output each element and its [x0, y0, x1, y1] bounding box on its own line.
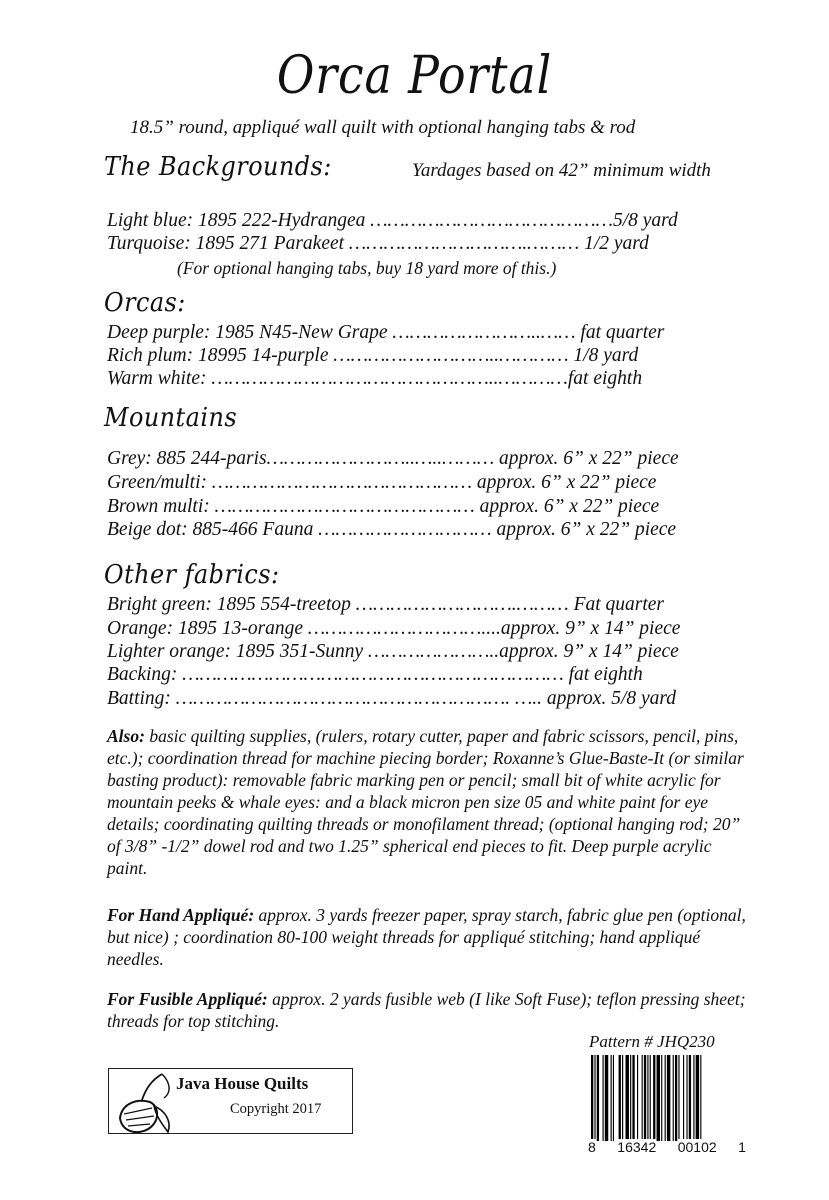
copyright-text: Copyright 2017 — [230, 1101, 322, 1117]
fabric-line-beige-dot: Beige dot: 885-466 Fauna ………………………… approx. 6” x 22” piece — [107, 519, 677, 540]
fabric-line-grey: Grey: 885 244-paris……………………..…..……… approx. 6” x 22” piece — [107, 448, 679, 469]
fabric-line-warm-white: Warm white: …………………………………………..…………fat eighth — [107, 368, 643, 389]
barcode-bar — [622, 1055, 623, 1141]
barcode-bar — [591, 1055, 593, 1151]
fusible-applique-text: approx. 2 yards fusible web (I like Soft Fuse); teflon pressing sheet; threads for top stitching. — [107, 989, 746, 1031]
barcode-bar — [657, 1055, 660, 1141]
barcode-bar — [611, 1055, 612, 1141]
barcode-bar — [683, 1055, 684, 1141]
barcode-bar — [644, 1055, 646, 1141]
barcode-bar — [603, 1055, 604, 1141]
fabric-line-orange: Orange: 1895 13-orange …………………………....approx. 9” x 14” piece — [107, 618, 681, 639]
barcode-bar — [673, 1055, 674, 1141]
section-heading-mountains: Mountains — [104, 403, 238, 433]
barcode-bar — [637, 1055, 638, 1141]
barcode-bar — [613, 1055, 614, 1141]
hand-applique-text: approx. 3 yards freezer paper, spray starch, fabric glue pen (optional, but nice) ; coordination 80-100 weight threads for appliqué stitching; hand appliqué needles. — [107, 905, 746, 969]
barcode-digit-group: 00102 — [677, 1139, 717, 1155]
publisher-name: Java House Quilts — [176, 1074, 309, 1093]
pattern-number: Pattern # JHQ230 — [589, 1032, 715, 1051]
fabric-line-deep-purple: Deep purple: 1985 N45-New Grape ……………………..…… fat quarter — [107, 322, 665, 343]
barcode-bar — [696, 1055, 699, 1141]
barcode-bar — [630, 1055, 631, 1141]
fabric-line-rich-plum: Rich plum: 18995 14-purple ………………………..………… 1/8 yard — [107, 345, 639, 366]
fabric-line-green-multi: Green/multi: ……………………………………… approx. 6” x 22” piece — [107, 472, 657, 493]
barcode-bar — [700, 1055, 701, 1151]
barcode-bar — [597, 1055, 599, 1141]
fabric-line-brown-multi: Brown multi: ……………………………………… approx. 6” x 22” piece — [107, 496, 660, 517]
section-heading-backgrounds: The Backgrounds: — [104, 152, 332, 182]
fabric-line-lighter-orange: Lighter orange: 1895 351-Sunny …………………..approx. 9” x 14” piece — [107, 641, 679, 662]
barcode-bar — [605, 1055, 608, 1141]
hanging-tabs-note: (For optional hanging tabs, buy 18 yard more of this.) — [177, 258, 557, 278]
fabric-line-light-blue: Light blue: 1895 222-Hydrangea ……………………………………5/8 yard — [107, 210, 678, 231]
barcode-bar — [667, 1055, 670, 1141]
barcode-bar — [619, 1055, 621, 1141]
fabric-line-turquoise: Turquoise: 1895 271 Parakeet ………………………….……… 1/2 yard — [107, 233, 649, 254]
barcode-bar — [678, 1055, 679, 1141]
barcode-bar — [689, 1055, 691, 1141]
barcode-bar — [665, 1055, 666, 1141]
also-text: basic quilting supplies, (rulers, rotary cutter, paper and fabric scissors, pencil, pins, etc.); coordination thread for machine piecing border; Roxanne’s Glue-Baste-It (or similar basting product): removable fabric marking pen or pencil; small bit of white acrylic for mountain peeks & whale eyes: and a black micron pen size 05 and white paint for eye details; coordinating quilting threads or monofilament thread; (optional hanging rod; 20” of 3/8” -1/2” dowel rod and two 1.25” spherical end pieces to fit. Deep purple acrylic paint. — [107, 726, 744, 878]
barcode-digit-group: 1 — [738, 1139, 746, 1155]
barcode-bar — [675, 1055, 677, 1141]
also-paragraph — [107, 725, 747, 879]
barcode-bar — [653, 1055, 655, 1141]
barcode-bar — [642, 1055, 643, 1141]
barcode-bar — [632, 1055, 634, 1141]
hand-applique-paragraph — [107, 904, 747, 970]
fabric-line-backing: Backing: ………………………………………………………… fat eighth — [107, 664, 643, 685]
barcode-bar — [594, 1055, 595, 1151]
barcode-bar — [693, 1055, 694, 1141]
barcode-bar — [647, 1055, 648, 1151]
fabric-line-batting: Batting: …………………………………………………. ….. approx. 5/8 yard — [107, 688, 677, 709]
fusible-applique-paragraph — [107, 988, 747, 1032]
fabric-line-bright-green: Bright green: 1895 554-treetop ……………………….……… Fat quarter — [107, 594, 665, 615]
yardage-note: Yardages based on 42” minimum width — [412, 160, 711, 181]
section-heading-other-fabrics: Other fabrics: — [104, 560, 280, 590]
barcode-digits — [588, 1139, 746, 1155]
coffee-bean-leaf-icon — [112, 1066, 182, 1142]
barcode-digit-group: 8 — [588, 1139, 596, 1155]
barcode-bar — [686, 1055, 687, 1141]
section-heading-orcas: Orcas: — [104, 288, 186, 318]
also-label: Also: — [107, 726, 145, 746]
barcode-bar — [650, 1055, 651, 1141]
fusible-applique-label: For Fusible Appliqué: — [107, 989, 268, 1009]
barcode-digit-group: 16342 — [617, 1139, 657, 1155]
hand-applique-label: For Hand Appliqué: — [107, 905, 255, 925]
page-title: Orca Portal — [276, 46, 553, 106]
subtitle: 18.5” round, appliqué wall quilt with optional hanging tabs & rod — [130, 117, 636, 138]
barcode-bar — [661, 1055, 662, 1141]
barcode-bar — [626, 1055, 629, 1141]
